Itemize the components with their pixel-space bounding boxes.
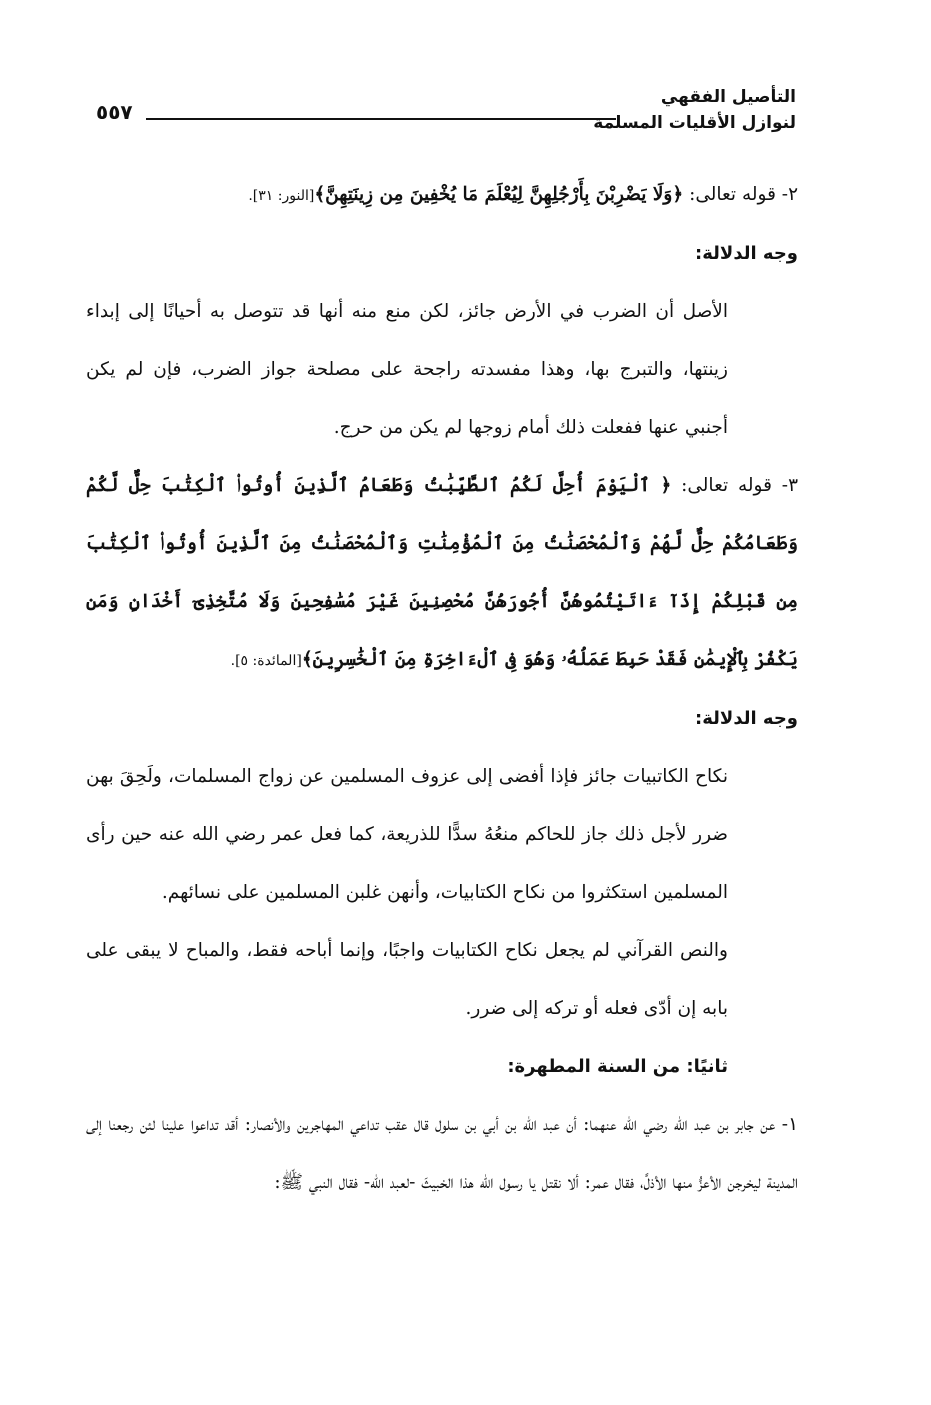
quran-verse-annur: ﴿وَلَا يَضْرِبْنَ بِأَرْجُلِهِنَّ لِيُعْلَمَ مَا يُخْفِينَ مِن زِينَتِهِنَّ﴾ <box>314 184 684 205</box>
paragraph-4: ١- عن جابر بن عبد الله رضي الله عنهما: أن عبد الله بن أبي بن سلول قال عقب تداعي المهاجرين والأنصار: أقد تداعوا علينا لئن رجعنا إلى المدينة ليخرجن الأعزُّ منها الأذلَّ، فقال عمر: ألا نقتل يا رسول الله هذا الخبيثَ -لعبد الله- فقال النبي ﷺ: <box>86 1114 798 1193</box>
header-rule <box>146 118 616 120</box>
section-heading-sunnah: ثانيًا: من السنة المطهرة: <box>507 1056 728 1077</box>
page-content <box>86 166 798 1212</box>
section-heading-evidence-1: وجه الدلالة: <box>695 243 798 264</box>
section-heading-evidence-2: وجه الدلالة: <box>695 708 798 729</box>
page-header <box>96 84 796 144</box>
item-3 <box>86 457 798 690</box>
running-title-line1: التأصيل الفقهي <box>660 87 796 107</box>
paragraph-2: نكاح الكاتبيات جائز فإذا أفضى إلى عزوف المسلمين عن زواج المسلمات، ولَحِقَ بهن ضرر لأجل ذلك جاز للحاكم منعُهُ سدًّا للذريعة، كما فعل عمر رضي الله عنه حين رأى المسلمين استكثروا من نكاح الكتابيات، وأنهن غلبن المسلمين على نسائهم. <box>86 766 728 903</box>
verse-reference-annur: [النور: ٣١]. <box>248 188 315 204</box>
item-2-intro: ٢- قوله تعالى: <box>683 184 798 205</box>
paragraph-1: الأصل أن الضرب في الأرض جائز، لكن منع منه أنها قد تتوصل به أحيانًا إلى إبداء زينتها، والتبرج بها، وهذا مفسدته راجحة على مصلحة جواز الضرب، فإن لم يكن أجنبي عنها ففعلت ذلك أمام زوجها لم يكن من حرج. <box>86 301 728 438</box>
verse-reference-almaidah: [المائدة: ٥]. <box>230 653 302 669</box>
page-number: ٥٥٧ <box>96 100 133 124</box>
item-2 <box>86 166 798 225</box>
running-title <box>593 84 796 136</box>
paragraph-3: والنص القرآني لم يجعل نكاح الكتابيات واجبًا، وإنما أباحه فقط، والمباح لا يبقى على بابه إن أدّى فعله أو تركه إلى ضرر. <box>86 940 728 1019</box>
running-title-line2: لنوازل الأقليات المسلمة <box>593 113 796 133</box>
item-3-intro: ٣- قوله تعالى: <box>671 475 798 496</box>
quran-verse-almaidah: ﴿ ٱلْيَوْمَ أُحِلَّ لَكُمُ ٱلطَّيِّبَٰتُ وَطَعَامُ ٱلَّذِينَ أُوتُوا۟ ٱلْكِتَٰبَ حِلٌّ لَّكُمْ وَطَعَامُكُمْ حِلٌّ لَّهُمْ وَٱلْمُحْصَنَٰتُ مِنَ ٱلْمُؤْمِنَٰتِ وَٱلْمُحْصَنَٰتُ مِنَ ٱلَّذِينَ أُوتُوا۟ ٱلْكِتَٰبَ مِن قَبْلِكُمْ إِذَآ ءَاتَيْتُمُوهُنَّ أُجُورَهُنَّ مُحْصِنِينَ غَيْرَ مُسَٰفِحِينَ وَلَا مُتَّخِذِىٓ أَخْدَانٍ وَمَن يَكْفُرْ بِٱلْإِيمَٰنِ فَقَدْ حَبِطَ عَمَلُهُۥ وَهُوَ فِى ٱلْءَاخِرَةِ مِنَ ٱلْخَٰسِرِينَ﴾ <box>86 475 798 670</box>
